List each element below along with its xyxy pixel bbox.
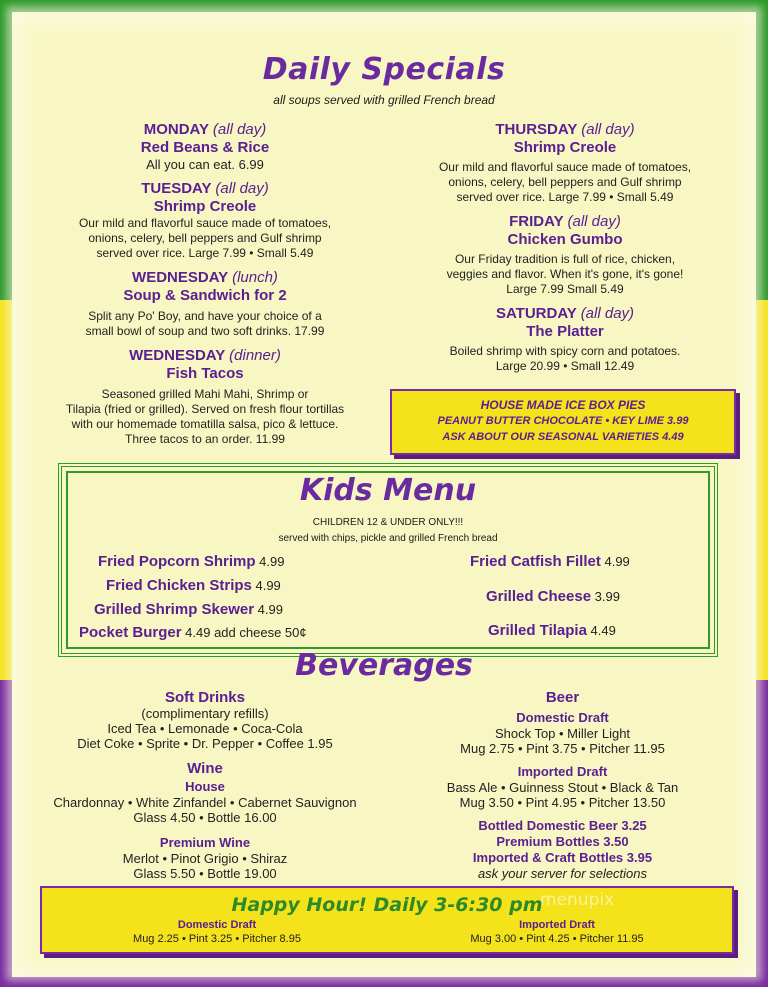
special-dish: Shrimp Creole — [513, 139, 617, 156]
premium-wine-heading: Premium Wine — [159, 835, 251, 850]
imported-draft-line: Mug 3.50 • Pint 4.95 • Pitcher 13.50 — [459, 795, 666, 810]
special-day: FRIDAY (all day) — [509, 213, 621, 230]
happy-hour-imported-prices: Mug 3.00 • Pint 4.25 • Pitcher 11.95 — [470, 933, 644, 945]
soft-drinks-line: Diet Coke • Sprite • Dr. Pepper • Coffee 1.95 — [77, 736, 333, 751]
special-desc-line: Our mild and flavorful sauce made of tomatoes, — [438, 160, 692, 174]
bottled-line: Imported & Craft Bottles 3.95 — [472, 850, 653, 865]
domestic-draft-line: Shock Top • Miller Light — [494, 726, 631, 741]
special-desc-line: Seasoned grilled Mahi Mahi, Shrimp or — [101, 387, 309, 401]
happy-hour-domestic-prices: Mug 2.25 • Pint 3.25 • Pitcher 8.95 — [133, 933, 301, 945]
special-desc-line: Split any Po' Boy, and have your choice of a — [88, 309, 322, 323]
ice-box-heading: HOUSE MADE ICE BOX PIES — [480, 398, 646, 412]
happy-hour-domestic-heading: Domestic Draft — [177, 919, 257, 931]
kids-menu-subtitle: served with chips, pickle and grilled French bread — [278, 533, 498, 544]
special-desc-line: Boiled shrimp with spicy corn and potatoes. — [449, 344, 681, 358]
soft-drinks-note: (complimentary refills) — [141, 706, 269, 721]
domestic-draft-line: Mug 2.75 • Pint 3.75 • Pitcher 11.95 — [460, 741, 665, 756]
daily-specials-subtitle: all soups served with grilled French bread — [273, 93, 495, 107]
beverages-title: Beverages — [295, 648, 473, 683]
special-dish: Shrimp Creole — [153, 198, 257, 215]
beverages-right-column — [400, 690, 725, 881]
special-wednesday-lunch — [40, 269, 370, 339]
ice-box-pies-box — [390, 389, 736, 455]
house-wine-line: Chardonnay • White Zinfandel • Cabernet Sauvignon — [53, 795, 357, 810]
special-friday — [405, 213, 725, 297]
soft-drinks-heading: Soft Drinks — [164, 689, 245, 706]
premium-wine-line: Glass 5.50 • Bottle 19.00 — [133, 866, 277, 881]
special-day: THURSDAY (all day) — [495, 121, 635, 138]
special-desc-line: onions, celery, bell peppers and Gulf shrimp — [448, 175, 682, 189]
premium-wine-line: Merlot • Pinot Grigio • Shiraz — [122, 851, 288, 866]
happy-hour-box — [40, 886, 734, 954]
special-desc-line: Our Friday tradition is full of rice, chicken, — [454, 252, 676, 266]
kids-item: Grilled Tilapia 4.49 — [488, 622, 616, 639]
kids-item: Fried Chicken Strips 4.99 — [106, 577, 281, 594]
daily-specials-title: Daily Specials — [262, 52, 506, 87]
special-desc-line: onions, celery, bell peppers and Gulf shrimp — [88, 231, 322, 245]
happy-hour-title: Happy Hour! Daily 3-6:30 pm — [231, 894, 543, 916]
special-day: WEDNESDAY (dinner) — [129, 347, 281, 364]
kids-menu-title: Kids Menu — [299, 473, 477, 508]
happy-hour-imported — [442, 918, 672, 946]
special-desc: All you can eat. 6.99 — [146, 157, 264, 172]
bottled-line: Bottled Domestic Beer 3.25 — [478, 818, 647, 833]
ice-box-line: ASK ABOUT OUR SEASONAL VARIETIES 4.49 — [442, 431, 684, 443]
ask-server-note: ask your server for selections — [477, 866, 648, 881]
kids-item: Fried Popcorn Shrimp 4.99 — [98, 553, 285, 570]
kids-item: Pocket Burger 4.49 add cheese 50¢ — [79, 624, 307, 641]
kids-item: Fried Catfish Fillet 4.99 — [470, 553, 630, 570]
special-desc-line: Three tacos to an order. 11.99 — [125, 432, 285, 446]
special-desc-line: Large 20.99 • Small 12.49 — [495, 359, 635, 373]
watermark-logo: menupix — [540, 890, 615, 910]
imported-draft-line: Bass Ale • Guinness Stout • Black & Tan — [446, 780, 679, 795]
special-desc-line: Large 7.99 Small 5.49 — [506, 282, 624, 296]
special-dish: Chicken Gumbo — [507, 231, 623, 248]
special-desc-line: veggies and flavor. When it's gone, it's gone! — [446, 267, 684, 281]
special-day: MONDAY (all day) — [143, 121, 267, 138]
special-dish: Red Beans & Rice — [140, 139, 270, 156]
special-dish: The Platter — [526, 323, 604, 340]
happy-hour-imported-heading: Imported Draft — [519, 919, 595, 931]
special-desc-line: served over rice. Large 7.99 • Small 5.49 — [456, 190, 674, 204]
special-dish: Fish Tacos — [166, 365, 244, 382]
special-day: SATURDAY (all day) — [495, 305, 635, 322]
special-dish: Soup & Sandwich for 2 — [123, 287, 287, 304]
house-wine-line: Glass 4.50 • Bottle 16.00 — [133, 810, 277, 825]
special-wednesday-dinner — [40, 347, 370, 447]
kids-item: Grilled Shrimp Skewer 4.99 — [94, 601, 283, 618]
beer-heading: Beer — [545, 689, 580, 706]
house-wine-heading: House — [185, 779, 225, 794]
bottled-line: Premium Bottles 3.50 — [496, 834, 629, 849]
kids-menu-note: CHILDREN 12 & UNDER ONLY!!! — [312, 517, 464, 528]
specials-left-column — [40, 121, 370, 447]
special-desc-line: served over rice. Large 7.99 • Small 5.49 — [96, 246, 314, 260]
soft-drinks-line: Iced Tea • Lemonade • Coca-Cola — [107, 721, 303, 736]
kids-item: Grilled Cheese 3.99 — [486, 588, 620, 605]
happy-hour-domestic — [102, 918, 332, 946]
special-desc-line: Our mild and flavorful sauce made of tomatoes, — [78, 216, 332, 230]
special-thursday — [405, 121, 725, 205]
imported-draft-heading: Imported Draft — [517, 764, 608, 779]
special-day: TUESDAY (all day) — [141, 180, 269, 197]
specials-right-column — [405, 121, 725, 374]
special-desc-line: Tilapia (fried or grilled). Served on fresh flour tortillas — [65, 402, 345, 416]
kids-menu-box — [58, 463, 718, 657]
special-tuesday — [40, 180, 370, 261]
beverages-left-column — [20, 690, 390, 881]
wine-heading: Wine — [187, 760, 223, 777]
domestic-draft-heading: Domestic Draft — [516, 710, 609, 725]
special-desc-line: small bowl of soup and two soft drinks. 17.99 — [85, 324, 325, 338]
special-monday — [40, 121, 370, 172]
ice-box-line: PEANUT BUTTER CHOCOLATE • KEY LIME 3.99 — [437, 415, 689, 427]
special-day: WEDNESDAY (lunch) — [132, 269, 278, 286]
special-desc-line: with our homemade tomatilla salsa, pico & lettuce. — [71, 417, 339, 431]
special-saturday — [405, 305, 725, 374]
